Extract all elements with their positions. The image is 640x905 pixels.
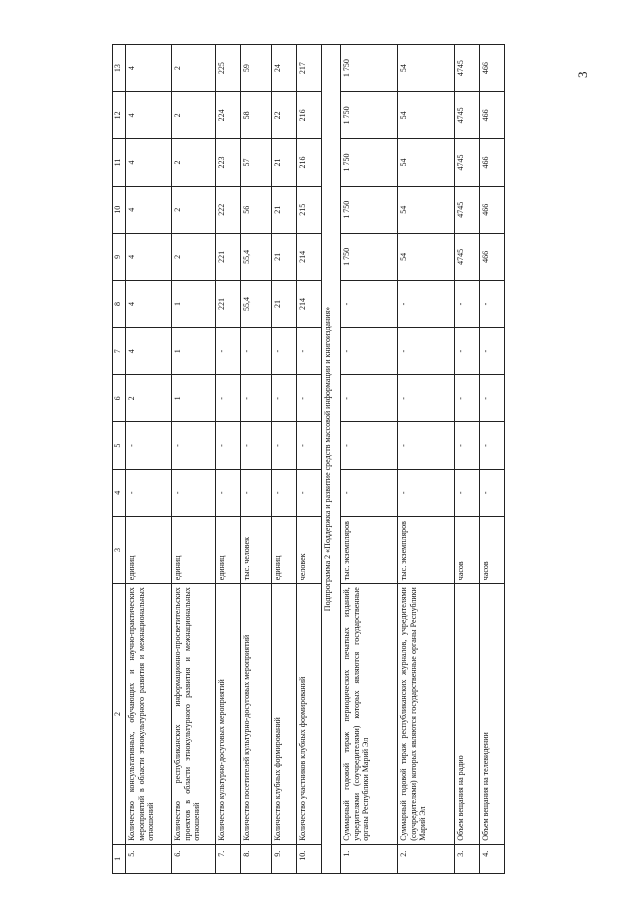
value-cell: - (241, 469, 272, 516)
header-cell: 1 (113, 844, 126, 873)
indicator-name: Объем вещания на радио (455, 584, 480, 845)
value-cell: 4 (126, 328, 172, 375)
value-cell: 216 (297, 92, 322, 139)
value-cell: 21 (272, 186, 297, 233)
value-cell: 1 (172, 375, 216, 422)
value-cell: - (216, 469, 241, 516)
value-cell: 55,4 (241, 280, 272, 327)
value-cell: - (241, 328, 272, 375)
indicator-name: Количество участников клубных формирований (297, 584, 322, 845)
indicator-name: Количество республиканских информационно-просветительских проектов в области этнокультурного развития и межнациональных отношений (172, 584, 216, 845)
value-cell: - (272, 422, 297, 469)
value-cell: 4 (126, 139, 172, 186)
value-cell: - (480, 375, 505, 422)
row-number: 4. (480, 844, 505, 873)
value-cell: 466 (480, 92, 505, 139)
value-cell: 4745 (455, 233, 480, 280)
table-header-row (113, 45, 126, 874)
value-cell: - (216, 328, 241, 375)
value-cell: - (341, 469, 398, 516)
table-row (241, 45, 272, 874)
unit-cell: единиц (126, 516, 172, 583)
header-cell: 9 (113, 233, 126, 280)
value-cell: - (297, 375, 322, 422)
header-cell: 13 (113, 45, 126, 92)
value-cell: 4 (126, 233, 172, 280)
value-cell: 2 (172, 45, 216, 92)
value-cell: - (172, 422, 216, 469)
value-cell: - (398, 422, 455, 469)
value-cell: - (126, 469, 172, 516)
value-cell: - (341, 328, 398, 375)
value-cell: 54 (398, 186, 455, 233)
row-number: 7. (216, 844, 241, 873)
value-cell: - (172, 469, 216, 516)
value-cell: 466 (480, 233, 505, 280)
value-cell: 216 (297, 139, 322, 186)
page-number: 3 (575, 71, 590, 78)
row-number: 5. (126, 844, 172, 873)
value-cell: 1 750 (341, 139, 398, 186)
table-row (272, 45, 297, 874)
value-cell: 57 (241, 139, 272, 186)
table-row (480, 45, 505, 874)
value-cell: - (455, 375, 480, 422)
header-cell: 11 (113, 139, 126, 186)
value-cell: - (272, 328, 297, 375)
indicator-name: Объем вещания на телевидении (480, 584, 505, 845)
header-cell: 10 (113, 186, 126, 233)
unit-cell: тыс. экземпляров (398, 516, 455, 583)
unit-cell: часов (455, 516, 480, 583)
row-number: 8. (241, 844, 272, 873)
value-cell: 221 (216, 280, 241, 327)
value-cell: 21 (272, 280, 297, 327)
value-cell: 4 (126, 92, 172, 139)
table-row (126, 45, 172, 874)
header-cell: 7 (113, 328, 126, 375)
unit-cell: часов (480, 516, 505, 583)
indicator-name: Количество консультативных, обучающих и научно-практических мероприятий в области этнокультурного развития и межнациональных отношений (126, 584, 172, 845)
row-number: 1. (341, 844, 398, 873)
value-cell: - (398, 375, 455, 422)
value-cell: 24 (272, 45, 297, 92)
value-cell: 59 (241, 45, 272, 92)
row-number: 2. (398, 844, 455, 873)
value-cell: 2 (126, 375, 172, 422)
value-cell: 466 (480, 139, 505, 186)
value-cell: - (480, 328, 505, 375)
value-cell: 4 (126, 186, 172, 233)
unit-cell: тыс. экземпляров (341, 516, 398, 583)
value-cell: - (216, 375, 241, 422)
value-cell: 54 (398, 45, 455, 92)
value-cell: - (455, 469, 480, 516)
header-cell: 6 (113, 375, 126, 422)
value-cell: 225 (216, 45, 241, 92)
header-cell: 2 (113, 584, 126, 845)
header-cell: 8 (113, 280, 126, 327)
indicator-name: Количество культурно-досуговых мероприятий (216, 584, 241, 845)
value-cell: - (480, 280, 505, 327)
value-cell: - (216, 422, 241, 469)
value-cell: 2 (172, 186, 216, 233)
value-cell: 54 (398, 139, 455, 186)
value-cell: 21 (272, 139, 297, 186)
value-cell: - (126, 422, 172, 469)
value-cell: 217 (297, 45, 322, 92)
value-cell: 1 (172, 328, 216, 375)
value-cell: 4745 (455, 139, 480, 186)
value-cell: - (297, 422, 322, 469)
row-number: 10. (297, 844, 322, 873)
value-cell: 58 (241, 92, 272, 139)
value-cell: 4745 (455, 92, 480, 139)
value-cell: - (398, 280, 455, 327)
table-row (172, 45, 216, 874)
value-cell: - (398, 469, 455, 516)
value-cell: 2 (172, 233, 216, 280)
value-cell: 215 (297, 186, 322, 233)
header-cell: 3 (113, 516, 126, 583)
value-cell: 1 750 (341, 186, 398, 233)
value-cell: 54 (398, 92, 455, 139)
value-cell: 54 (398, 233, 455, 280)
value-cell: - (480, 469, 505, 516)
value-cell: 214 (297, 280, 322, 327)
value-cell: 2 (172, 92, 216, 139)
subprogram-row (322, 45, 341, 874)
table-row (398, 45, 455, 874)
value-cell: 223 (216, 139, 241, 186)
value-cell: 1 (172, 280, 216, 327)
unit-cell: единиц (272, 516, 297, 583)
value-cell: - (297, 469, 322, 516)
subprogram-title: Подпрограмма 2 «Поддержка и развитие средств массовой информации и книгоиздания» (322, 45, 341, 874)
value-cell: 4 (126, 280, 172, 327)
value-cell: - (272, 469, 297, 516)
header-cell: 5 (113, 422, 126, 469)
table-row (455, 45, 480, 874)
unit-cell: тыс. человек (241, 516, 272, 583)
value-cell: - (341, 422, 398, 469)
value-cell: 466 (480, 45, 505, 92)
unit-cell: человек (297, 516, 322, 583)
indicator-name: Суммарный годовой тираж периодических печатных изданий, учредителями (соучредителями) которых являются государственные органы Республики Марий Эл (341, 584, 398, 845)
header-cell: 4 (113, 469, 126, 516)
row-number: 3. (455, 844, 480, 873)
value-cell: - (341, 375, 398, 422)
value-cell: 4745 (455, 186, 480, 233)
rotated-table-container (112, 44, 502, 874)
value-cell: - (398, 328, 455, 375)
value-cell: - (455, 422, 480, 469)
value-cell: 22 (272, 92, 297, 139)
unit-cell: единиц (216, 516, 241, 583)
value-cell: - (480, 422, 505, 469)
value-cell: - (455, 280, 480, 327)
value-cell: 56 (241, 186, 272, 233)
value-cell: 1 750 (341, 45, 398, 92)
value-cell: - (241, 422, 272, 469)
indicator-name: Суммарный годовой тираж республиканских журналов, учредителями (соучредителями) которых являются государственные органы Республики Марий Эл (398, 584, 455, 845)
value-cell: - (455, 328, 480, 375)
value-cell: - (272, 375, 297, 422)
table-row (341, 45, 398, 874)
value-cell: 222 (216, 186, 241, 233)
table-row (297, 45, 322, 874)
value-cell: 1 750 (341, 233, 398, 280)
value-cell: - (297, 328, 322, 375)
value-cell: 1 750 (341, 92, 398, 139)
value-cell: 55,4 (241, 233, 272, 280)
value-cell: - (341, 280, 398, 327)
header-cell: 12 (113, 92, 126, 139)
indicator-name: Количество посетителей культурно-досуговых мероприятий (241, 584, 272, 845)
indicator-name: Количество клубных формирований (272, 584, 297, 845)
value-cell: 2 (172, 139, 216, 186)
value-cell: 466 (480, 186, 505, 233)
value-cell: 214 (297, 233, 322, 280)
value-cell: 4745 (455, 45, 480, 92)
value-cell: 224 (216, 92, 241, 139)
row-number: 6. (172, 844, 216, 873)
value-cell: 21 (272, 233, 297, 280)
row-number: 9. (272, 844, 297, 873)
table-row (216, 45, 241, 874)
value-cell: 4 (126, 45, 172, 92)
unit-cell: единиц (172, 516, 216, 583)
value-cell: - (241, 375, 272, 422)
indicators-table (112, 44, 505, 874)
value-cell: 221 (216, 233, 241, 280)
